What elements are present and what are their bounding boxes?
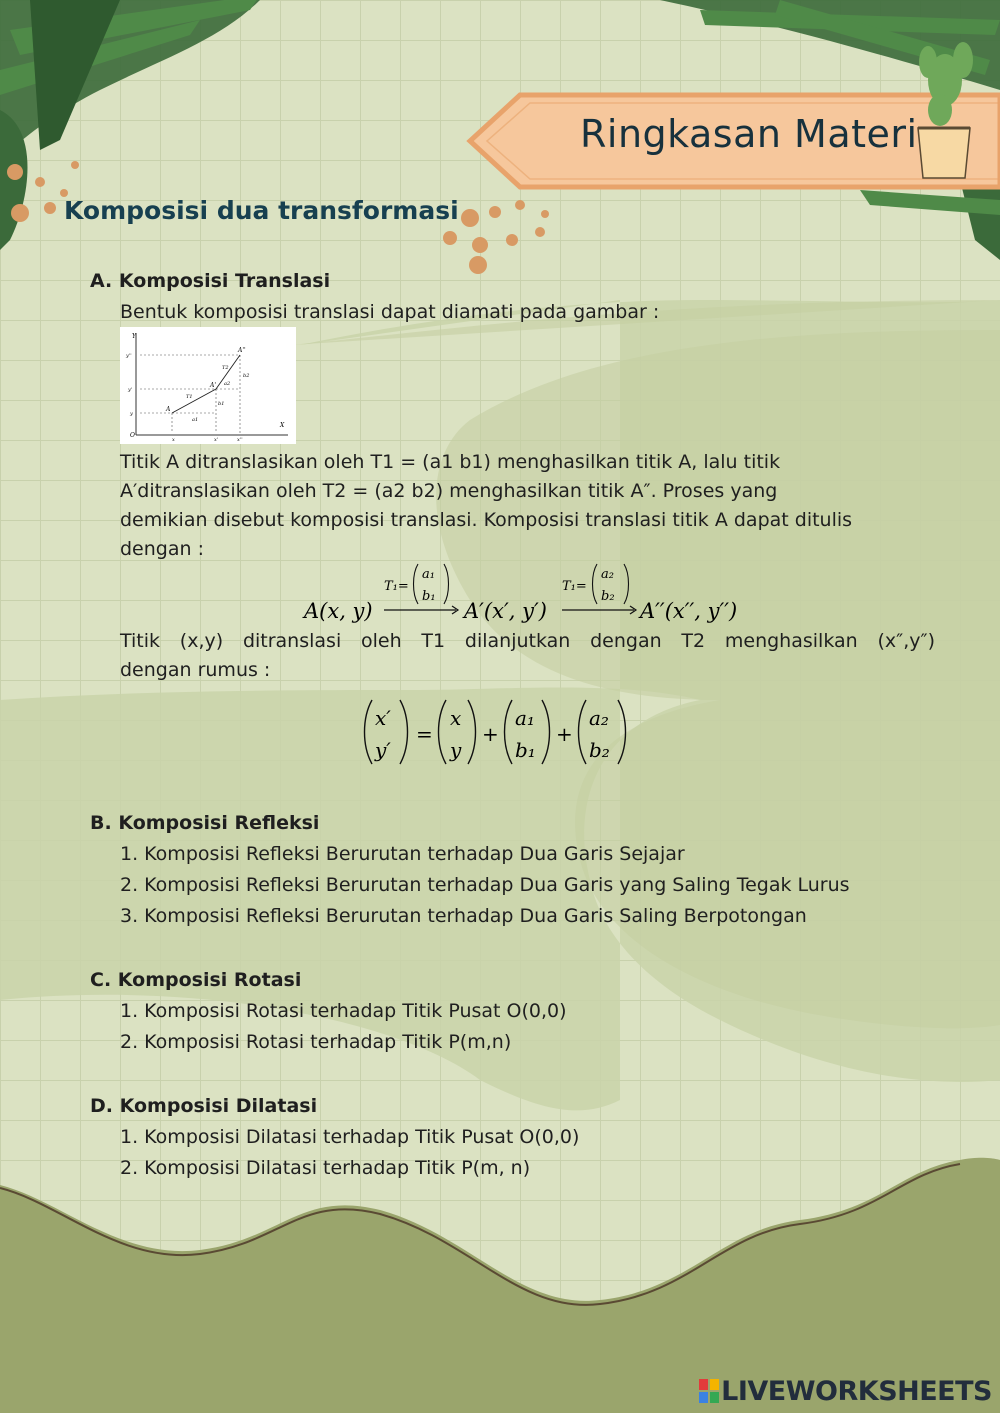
paragraph-2-line-1: Titik (x,y) ditranslasi oleh T1 dilanjutkan dengan T2 menghasilkan (x″,y″)	[120, 630, 935, 652]
lhs-bottom: y′	[375, 738, 391, 762]
chain-t2-label: T₁=	[562, 579, 587, 594]
vector-t2-label: T2	[222, 365, 229, 371]
tick-y-0: y	[130, 411, 133, 417]
liveworksheets-watermark[interactable]	[699, 1376, 992, 1407]
chain-middle: A′(x′, y′)	[464, 599, 547, 623]
axis-x-label: X	[280, 422, 285, 429]
v1-bottom: y	[450, 738, 462, 762]
chain-end: A′′(x′′, y′′)	[640, 599, 738, 623]
tick-x-1: x'	[214, 437, 219, 443]
section-a-intro: Bentuk komposisi translasi dapat diamati pada gambar :	[120, 301, 660, 323]
formula-plus-1: +	[482, 722, 499, 746]
section-d-item-2: 2. Komposisi Dilatasi terhadap Titik P(m, n)	[120, 1157, 531, 1179]
paragraph-1-line-3: demikian disebut komposisi translasi. Komposisi translasi titik A dapat ditulis	[120, 509, 853, 531]
v2-bottom: b₁	[515, 738, 536, 762]
chain-t1-label: T₁=	[384, 579, 409, 594]
section-b-item-3: 3. Komposisi Refleksi Berurutan terhadap Dua Garis Saling Berpotongan	[120, 905, 807, 927]
chain-t1-bottom: b₁	[422, 589, 436, 604]
tick-y-2: y''	[126, 353, 132, 359]
translation-chain	[300, 562, 770, 630]
main-title: Komposisi dua transformasi	[64, 196, 459, 225]
section-b-item-2: 2. Komposisi Refleksi Berurutan terhadap Dua Garis yang Saling Tegak Lurus	[120, 874, 850, 896]
tick-x-0: x	[172, 437, 175, 443]
formula-equals: =	[416, 722, 433, 746]
formula-plus-2: +	[556, 722, 573, 746]
v3-bottom: b₂	[589, 738, 610, 762]
translation-formula	[362, 698, 638, 768]
section-c-item-1: 1. Komposisi Rotasi terhadap Titik Pusat O(0,0)	[120, 1000, 567, 1022]
watermark-text: LIVEWORKSHEETS	[721, 1376, 992, 1407]
component-a1-label: a1	[192, 417, 199, 423]
section-c-item-2: 2. Komposisi Rotasi terhadap Titik P(m,n)	[120, 1031, 512, 1053]
section-a-paragraph-1	[120, 448, 935, 564]
chain-t1-top: a₁	[422, 567, 435, 582]
section-d-heading: D. Komposisi Dilatasi	[90, 1095, 318, 1117]
chain-start: A(x, y)	[304, 599, 373, 623]
paragraph-1-line-4: dengan :	[120, 538, 204, 560]
v2-top: a₁	[515, 706, 535, 730]
v3-top: a₂	[589, 706, 609, 730]
chain-t2-top: a₂	[601, 567, 614, 582]
paragraph-1-line-1: Titik A ditranslasikan oleh T1 = (a1 b1) menghasilkan titik A, lalu titik	[120, 451, 781, 473]
liveworksheets-logo-icon	[699, 1379, 719, 1403]
axis-y-label: Y	[132, 333, 136, 340]
section-d-item-1: 1. Komposisi Dilatasi terhadap Titik Pusat O(0,0)	[120, 1126, 580, 1148]
section-a-heading: A. Komposisi Translasi	[90, 270, 331, 292]
paragraph-1-line-2: A′ditranslasikan oleh T2 = (a2 b2) menghasilkan titik A″. Proses yang	[120, 480, 778, 502]
section-c-heading: C. Komposisi Rotasi	[90, 969, 302, 991]
banner-title: Ringkasan Materi	[580, 112, 918, 156]
component-b1-label: b1	[218, 401, 225, 407]
lhs-top: x′	[375, 706, 391, 730]
origin-label: O	[130, 432, 135, 439]
vector-t1-label: T1	[186, 394, 193, 400]
chain-t2-bottom: b₂	[601, 589, 615, 604]
point-a-prime-label: A'	[210, 382, 216, 389]
paragraph-2-line-2: dengan rumus :	[120, 659, 271, 681]
section-b-heading: B. Komposisi Refleksi	[90, 812, 320, 834]
section-a-paragraph-2	[120, 627, 935, 685]
tick-x-2: x''	[237, 437, 243, 443]
tick-y-1: y'	[128, 387, 133, 393]
v1-top: x	[450, 706, 462, 730]
translation-figure	[120, 327, 296, 444]
point-a-label: A	[166, 406, 171, 413]
section-b-item-1: 1. Komposisi Refleksi Berurutan terhadap Dua Garis Sejajar	[120, 843, 685, 865]
point-a-double-prime-label: A''	[238, 347, 246, 354]
component-b2-label: b2	[243, 373, 250, 379]
component-a2-label: a2	[224, 381, 231, 387]
